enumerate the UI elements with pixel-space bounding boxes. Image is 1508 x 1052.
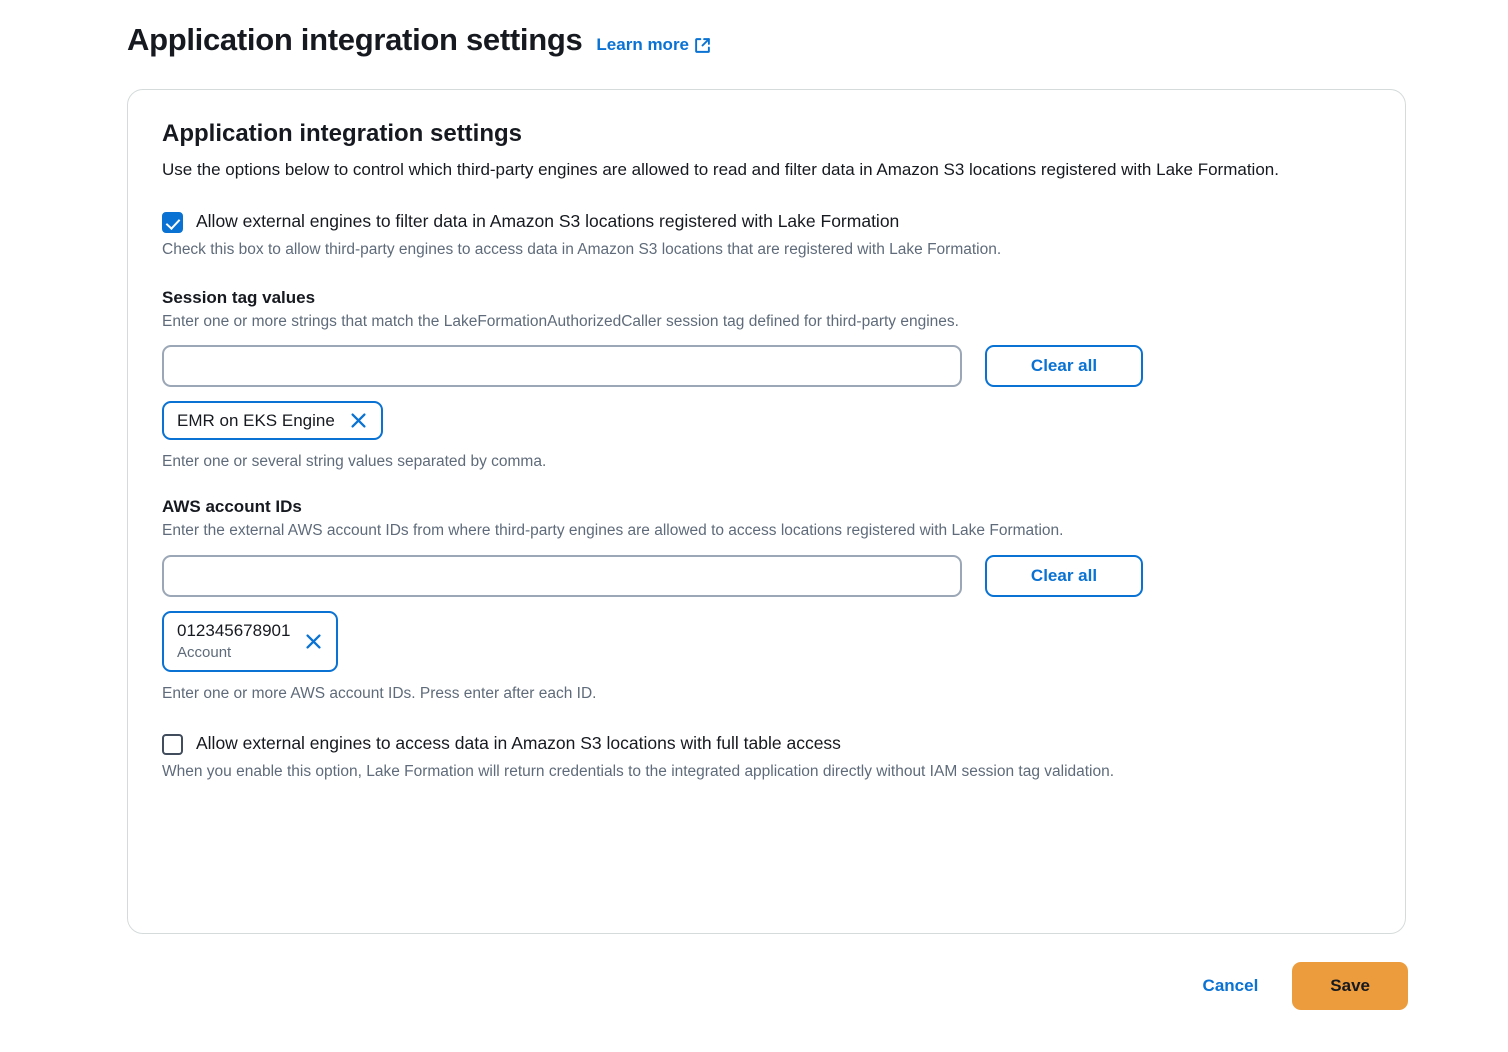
aws-account-ids-label: AWS account IDs	[162, 497, 302, 517]
session-tag-values-token-list	[162, 401, 1371, 440]
full-table-access-row[interactable]	[162, 731, 1371, 756]
aws-account-ids-input-row	[162, 555, 1371, 597]
close-icon[interactable]	[349, 411, 368, 430]
token-label: 012345678901	[177, 620, 291, 640]
session-tag-values-label: Session tag values	[162, 287, 316, 307]
aws-account-ids-input[interactable]	[162, 555, 962, 597]
learn-more-link[interactable]	[596, 35, 711, 55]
session-tag-values-footer-help: Enter one or several string values separated by comma.	[162, 453, 547, 471]
token-item[interactable]	[162, 611, 338, 672]
page-header	[127, 22, 711, 58]
session-tag-values-clear-all-button[interactable]: Clear all	[985, 345, 1143, 387]
allow-external-engines-row[interactable]	[162, 209, 1371, 234]
full-table-access-checkbox[interactable]	[162, 734, 183, 755]
session-tag-values-description: Enter one or more strings that match the LakeFormationAuthorizedCaller session tag defined for third-party engines.	[162, 312, 959, 330]
allow-external-engines-label: Allow external engines to filter data in Amazon S3 locations registered with Lake Formation	[196, 210, 900, 231]
session-tag-values-group	[162, 288, 1371, 472]
allow-external-engines-checkbox[interactable]	[162, 212, 183, 233]
full-table-access-help: When you enable this option, Lake Formation will return credentials to the integrated application directly without IAM session tag validation.	[162, 763, 1115, 781]
page-title: Application integration settings	[127, 22, 583, 57]
cancel-button[interactable]: Cancel	[1199, 966, 1263, 1006]
aws-account-ids-group	[162, 497, 1371, 702]
token-sublabel: Account	[177, 644, 232, 662]
token-item[interactable]	[162, 401, 383, 440]
session-tag-values-input-row	[162, 345, 1371, 387]
external-link-icon	[694, 37, 711, 54]
token-label: EMR on EKS Engine	[177, 411, 335, 431]
card-title: Application integration settings	[162, 120, 523, 147]
learn-more-label: Learn more	[596, 35, 690, 54]
full-table-access-label: Allow external engines to access data in Amazon S3 locations with full table access	[196, 732, 841, 753]
save-button[interactable]: Save	[1292, 962, 1408, 1010]
aws-account-ids-description: Enter the external AWS account IDs from where third-party engines are allowed to access locations registered with Lake Formation.	[162, 522, 1064, 540]
aws-account-ids-clear-all-button[interactable]: Clear all	[985, 555, 1143, 597]
session-tag-values-input[interactable]	[162, 345, 962, 387]
allow-external-engines-help: Check this box to allow third-party engines to access data in Amazon S3 locations that are registered with Lake Formation.	[162, 241, 1002, 259]
aws-account-ids-footer-help: Enter one or more AWS account IDs. Press enter after each ID.	[162, 684, 597, 702]
settings-card	[127, 89, 1406, 934]
card-description: Use the options below to control which third-party engines are allowed to read and filter data in Amazon S3 locations registered with Lake Formation.	[162, 160, 1279, 179]
close-icon[interactable]	[304, 632, 323, 651]
aws-account-ids-token-list	[162, 611, 1371, 672]
form-actions	[1199, 962, 1408, 1010]
